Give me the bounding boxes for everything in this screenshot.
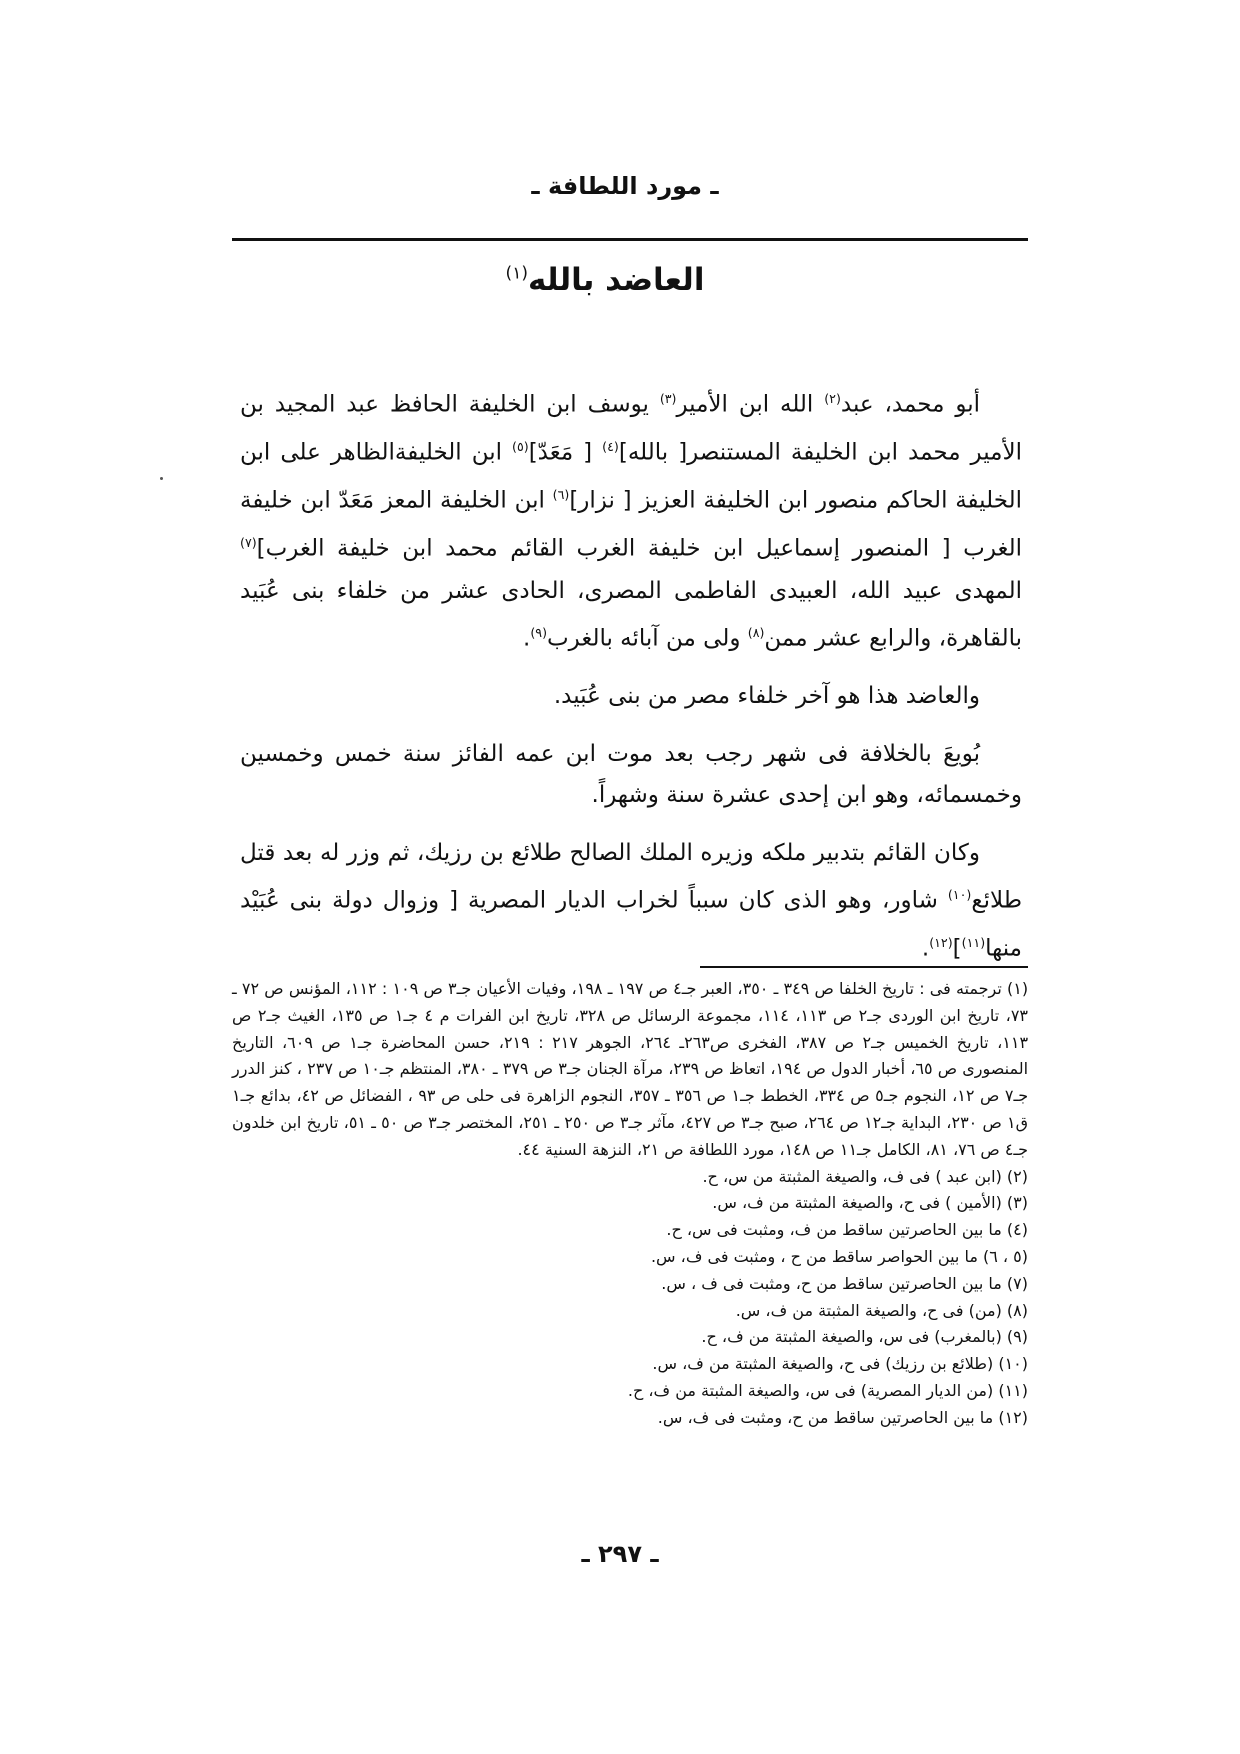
footnote-ref: (٥) <box>512 439 529 455</box>
footnote-9: (٩) (بالمغرب) فى س، والصيغة المثبتة من ف، ح. <box>701 1327 1028 1347</box>
footnotes <box>232 976 1028 1432</box>
footnote-1: (١) ترجمته فى : تاريخ الخلفا ص ٣٤٩ ـ ٣٥٠، العبر جـ٤ ص ١٩٧ ـ ١٩٨، وفيات الأعيان جـ٣ ص ١٠٩ : ١١٢، المؤنس ص ٧٢ ـ ٧٣، تاريخ ابن الوردى جـ٢ ص ١١٣، ١١٤، مجموعة الرسائل ص ٣٢٨، تاريخ ابن الفرات م ٤ جـ١ ص ١٣٥، الغيث جـ٢ ص ١١٣، تاريخ الخميس جـ٢ ص ٣٨٧، الفخرى ص٢٦٣ـ ٢٦٤، الجوهر ٢١٧ : ٢١٩، حسن المحاضرة جـ١ ص ٦٠٩، التاريخ المنصورى ص ٦٥، أخبار الدول ص ١٩٤، اتعاظ ص ٢٣٩، مرآة الجنان جـ٣ ص ٣٧٩ ـ ٣٨٠، المنتظم جـ١٠ ص ٢٣٧ ، كنز الدرر جـ٧ ص ١٢، النجوم جـ٥ ص ٣٣٤، الخطط جـ١ ص ٣٥٦ ـ ٣٥٧، النجوم الزاهرة فى حلى ص ٩٣ ، الفضائل ص ٤٢، بدائع جـ١ ق١ ص ٢٣٠، البداية جـ١٢ ص ٢٦٤، صبح جـ٣ ص ٤٢٧، مآثر جـ٣ ص ٢٥٠ ـ ٢٥١، المختصر جـ٣ ص ٥٠ ـ ٥١، تاريخ ابن خلدون جـ٤ ص ٧٦، ٨١، الكامل جـ١١ ص ١٤٨، مورد اللطافة ص ٢١، النزهة السنية ٤٤. <box>232 979 1029 1159</box>
margin-mark <box>160 477 163 480</box>
page-number: ـ ٢٩٧ ـ <box>581 1540 659 1568</box>
footnote-ref: (٤) <box>602 439 619 455</box>
paragraph-allegiance: بُويعَ بالخلافة فى شهر رجب بعد موت ابن عمه الفائز سنة خمس وخمسين وخمسمائه، وهو ابن إحدى عشرة سنة وشهراً. <box>240 740 1022 809</box>
footnote-12: (١٢) ما بين الحاصرتين ساقط من ح، ومثبت فى ف، س. <box>657 1407 1028 1427</box>
footnote-ref: (١٠) <box>947 887 972 903</box>
paragraph-last-caliph: والعاضد هذا هو آخر خلفاء مصر من بنى عُبَيد. <box>553 683 980 710</box>
footnote-2: (٢) (ابن عبد ) فى ف، والصيغة المثبتة من س، ح. <box>702 1166 1028 1186</box>
paragraph-vizier <box>240 833 1022 971</box>
footnote-ref: (٢) <box>824 391 841 406</box>
paragraph-lineage <box>240 378 1022 660</box>
footnote-ref: (٦) <box>552 487 570 503</box>
footnote-ref: (٩) <box>530 625 547 641</box>
text-run: . <box>921 936 930 963</box>
text-run: [ مَعَدّ] <box>528 439 603 466</box>
text-run: وكان القائم بتدبير ملكه وزيره الملك الصالح طلائع بن رزيك، ثم وزر له بعد قتل طلائع <box>240 839 1022 914</box>
footnote-7: (٧) ما بين الحاصرتين ساقط من ح، ومثبت فى ف ، س. <box>661 1273 1028 1293</box>
footnote-ref: (٧) <box>240 535 257 551</box>
footnote-11: (١١) (من الديار المصرية) فى س، والصيغة المثبتة من ف، ح. <box>627 1380 1028 1400</box>
text-run: أبو محمد، عبد <box>840 391 980 418</box>
text-run: الله ابن الأمير <box>676 391 825 418</box>
footnote-8: (٨) (من) فى ح، والصيغة المثبتة من ف، س. <box>735 1300 1028 1320</box>
footnote-10: (١٠) (طلائع بن رزيك) فى ح، والصيغة المثبتة من ف، س. <box>652 1354 1028 1374</box>
footnote-ref: (١١) <box>961 935 986 951</box>
footnote-4: (٤) ما بين الحاصرتين ساقط من ف، ومثبت فى س، ح. <box>666 1220 1028 1240</box>
text-run: شاور، وهو الذى كان سبباً لخراب الديار المصرية [ وزوال دولة بنى عُبَيْد منها <box>240 887 1022 963</box>
running-header: ـ مورد اللطافة ـ <box>531 172 719 200</box>
text-run: . <box>523 625 531 652</box>
footnote-ref: (١) <box>505 263 529 284</box>
text-run: ] <box>952 936 962 963</box>
text-run: ولى من آبائه بالغرب <box>547 625 748 652</box>
text-run: المهدى عبيد الله، العبيدى الفاطمى المصرى، الحادى عشر من خلفاء بنى عُبَيد بالقاهرة، والرابع عشر ممن <box>240 577 1022 652</box>
footnote-ref: (٨) <box>747 625 765 641</box>
body-text <box>240 378 1022 971</box>
text-run: يوسف ابن الخليفة الحافظ عبد المجيد بن الأمير محمد ابن الخليفة المستنصر[ بالله] <box>240 391 1023 466</box>
text-run: ابن الخليفة المعز مَعَدّ ابن خليفة الغرب [ المنصور إسماعيل ابن خليفة الغرب القائم محمد ابن خليفة الغرب] <box>240 487 1022 563</box>
text-run: ابن الخليفةالظاهر على ابن الخليفة الحاكم منصور ابن الخليفة العزيز [ نزار] <box>240 439 1022 514</box>
chapter-title-text: العاضد بالله <box>528 262 705 298</box>
footnote-3: (٣) (الأمين ) فى ح، والصيغة المثبتة من ف، س. <box>712 1193 1028 1213</box>
footnote-ref: (٣) <box>659 391 677 406</box>
footnote-rule <box>700 966 1028 968</box>
footnote-ref: (١٢) <box>929 935 953 951</box>
header-rule <box>232 238 1028 241</box>
chapter-title <box>480 262 730 298</box>
footnote-5-6: (٥ ، ٦) ما بين الحواصر ساقط من ح ، ومثبت فى ف، س. <box>650 1246 1028 1266</box>
